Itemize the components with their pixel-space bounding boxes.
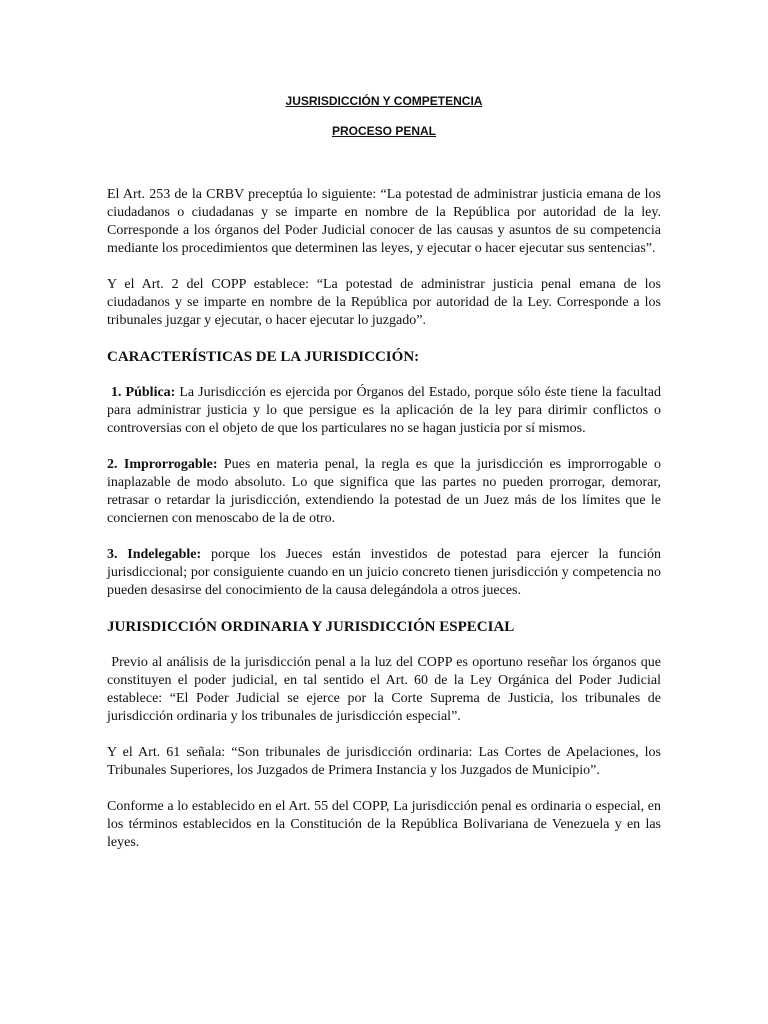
paragraph-art-253: El Art. 253 de la CRBV preceptúa lo siguiente: “La potestad de administrar justicia emana de los ciudadanos o ciudadanas y se imparte en nombre de la República por autoridad de la ley. Corresponde a los órganos del Poder Judicial conocer de las causas y asuntos de su competencia mediante los procedimientos que determinen las leyes, y ejecutar o hacer ejecutar sus sentencias”.	[107, 187, 661, 256]
document-body	[107, 186, 661, 870]
list-item-indelegable	[107, 546, 661, 600]
list-item-text: porque los Jueces están investidos de potestad para ejercer la función jurisdiccional; por consiguiente cuando en un juicio concreto tienen jurisdicción y competencia no pueden desasirse del conocimiento de la causa delegándola a otros jueces.	[107, 547, 662, 598]
list-item-lead: 2. Improrrogable:	[107, 457, 218, 472]
section-heading-jurisdiccion: JURISDICCIÓN ORDINARIA Y JURISDICCIÓN ESPECIAL	[107, 619, 515, 635]
document-subtitle: PROCESO PENAL	[331, 124, 436, 138]
paragraph-text: Previo al análisis de la jurisdicción penal a la luz del COPP es oportuno reseñar los órganos que constituyen el poder judicial, en tal sentido el Art. 60 de la Ley Orgánica del Poder Judicial establece: “El Poder Judicial se ejerce por la Corte Suprema de Justicia, los tribunales de jurisdicción ordinaria y los tribunales de jurisdicción especial”.	[107, 655, 661, 724]
paragraph-art-60	[107, 654, 661, 726]
paragraph-art-55: Conforme a lo establecido en el Art. 55 del COPP, La jurisdicción penal es ordinaria o especial, en los términos establecidos en la Constitución de la República Bolivariana de Venezuela y en las leyes.	[107, 799, 661, 850]
document-title: JUSRISDICCIÓN Y COMPETENCIA	[285, 94, 483, 108]
paragraph-art-2: Y el Art. 2 del COPP establece: “La potestad de administrar justicia penal emana de los ciudadanos y se imparte en nombre de la República por autoridad de la Ley. Corresponde a los tribunales juzgar y ejecutar, o hacer ejecutar lo juzgado”.	[107, 277, 661, 328]
list-item-lead: 3. Indelegable:	[107, 547, 202, 562]
list-item-publica	[107, 384, 661, 438]
list-item-lead: 1. Pública:	[111, 385, 176, 400]
list-item-text: La Jurisdicción es ejercida por Órganos del Estado, porque sólo éste tiene la facultad para administrar justicia y lo que persigue es la aplicación de la ley para dirimir conflictos o controversias con el objeto de que los particulares no se hagan justicia por sí mismos.	[107, 385, 662, 436]
section-heading-caracteristicas: CARACTERÍSTICAS DE LA JURISDICCIÓN:	[107, 349, 420, 365]
list-item-improrrogable	[107, 456, 661, 528]
paragraph-art-61: Y el Art. 61 señala: “Son tribunales de jurisdicción ordinaria: Las Cortes de Apelaciones, los Tribunales Superiores, los Juzgados de Primera Instancia y los Juzgados de Municipio”.	[107, 745, 661, 778]
list-item-text: Pues en materia penal, la regla es que la jurisdicción es improrrogable o inaplazable de modo absoluto. Lo que significa que las partes no pueden prorrogar, demorar, retrasar o retardar la jurisdicción, extendiendo la potestad de un Juez más de los límites que le conciernen con menoscabo de la de otro.	[107, 457, 661, 526]
